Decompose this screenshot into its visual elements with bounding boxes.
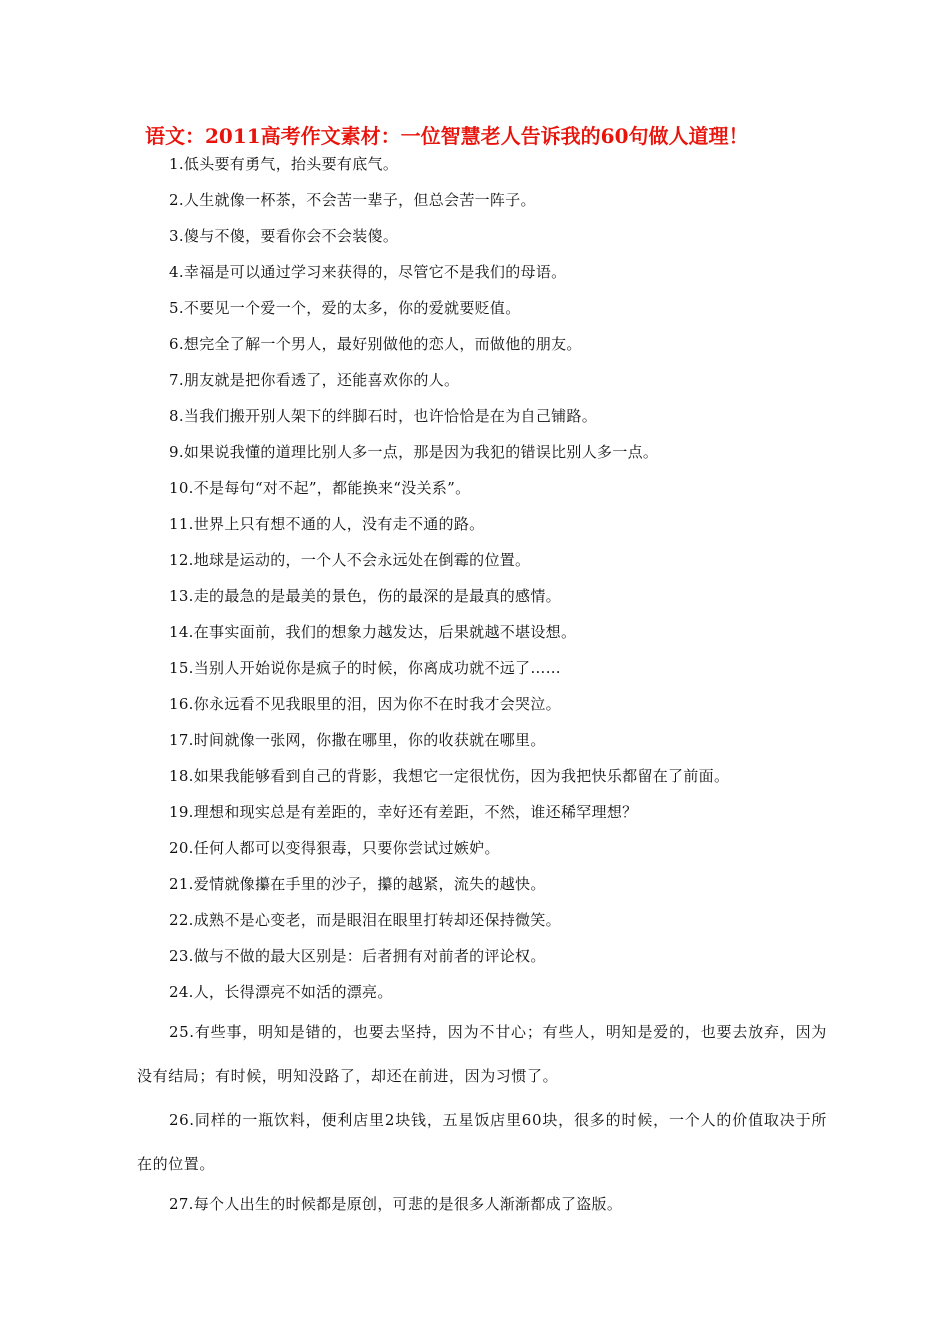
list-item: 8.当我们搬开别人架下的绊脚石时，也许恰恰是在为自己铺路。	[169, 407, 598, 425]
list-item: 9.如果说我懂的道理比别人多一点，那是因为我犯的错误比别人多一点。	[169, 443, 659, 461]
list-item: 20.任何人都可以变得狠毒，只要你尝试过嫉妒。	[169, 839, 500, 857]
list-item: 27.每个人出生的时候都是原创，可悲的是很多人渐渐都成了盗版。	[169, 1195, 623, 1213]
list-item: 24.人，长得漂亮不如活的漂亮。	[169, 983, 393, 1001]
list-item: 21.爱情就像攥在手里的沙子，攥的越紧，流失的越快。	[169, 875, 546, 893]
list-item: 19.理想和现实总是有差距的，幸好还有差距，不然，谁还稀罕理想？	[169, 803, 638, 821]
list-item: 6.想完全了解一个男人，最好别做他的恋人，而做他的朋友。	[169, 335, 582, 353]
list-item: 14.在事实面前，我们的想象力越发达，后果就越不堪设想。	[169, 623, 577, 641]
list-item: 11.世界上只有想不通的人，没有走不通的路。	[169, 515, 485, 533]
list-item: 3.傻与不傻，要看你会不会装傻。	[169, 227, 399, 245]
list-item: 1.低头要有勇气，抬头要有底气。	[169, 155, 399, 173]
list-item: 13.走的最急的是最美的景色，伤的最深的是最真的感情。	[169, 587, 561, 605]
list-item: 2.人生就像一杯茶，不会苦一辈子，但总会苦一阵子。	[169, 191, 536, 209]
list-item: 23.做与不做的最大区别是：后者拥有对前者的评论权。	[169, 947, 546, 965]
list-item: 25.有些事，明知是错的，也要去坚持，因为不甘心；有些人，明知是爱的，也要去放弃，因为没有结局；有时候，明知没路了，却还在前进，因为习惯了。	[137, 1023, 827, 1085]
list-item: 15.当别人开始说你是疯子的时候，你离成功就不远了……	[169, 659, 561, 677]
list-item: 7.朋友就是把你看透了，还能喜欢你的人。	[169, 371, 460, 389]
list-item: 16.你永远看不见我眼里的泪，因为你不在时我才会哭泣。	[169, 695, 561, 713]
list-item: 10.不是每句“对不起”，都能换来“没关系”。	[169, 479, 471, 497]
list-item: 22.成熟不是心变老，而是眼泪在眼里打转却还保持微笑。	[169, 911, 561, 929]
list-item: 5.不要见一个爱一个，爱的太多，你的爱就要贬值。	[169, 299, 521, 317]
list-item: 12.地球是运动的，一个人不会永远处在倒霉的位置。	[169, 551, 531, 569]
list-item: 18.如果我能够看到自己的背影，我想它一定很忧伤，因为我把快乐都留在了前面。	[169, 767, 730, 785]
list-item: 26.同样的一瓶饮料，便利店里2块钱，五星饭店里60块，很多的时候，一个人的价值取决于所在的位置。	[137, 1111, 827, 1173]
document-body	[137, 146, 827, 1222]
list-item: 17.时间就像一张网，你撒在哪里，你的收获就在哪里。	[169, 731, 546, 749]
document-title: 语文：2011高考作文素材：一位智慧老人告诉我的60句做人道理！	[145, 124, 749, 148]
list-item: 4.幸福是可以通过学习来获得的，尽管它不是我们的母语。	[169, 263, 567, 281]
